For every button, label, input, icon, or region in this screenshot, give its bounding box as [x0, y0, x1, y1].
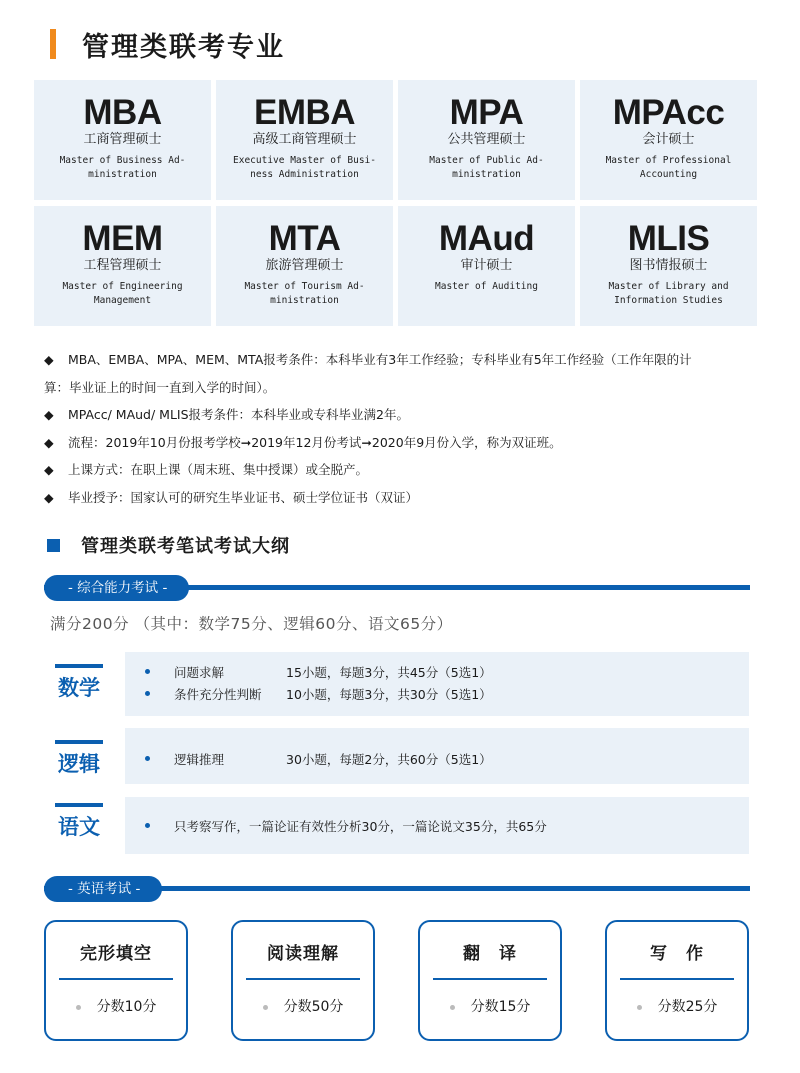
english-section-bar: [44, 876, 750, 902]
card-divider: [433, 978, 547, 980]
program-card-mpacc: [580, 80, 757, 200]
program-en-name: Master of Business Ad- ministration: [59, 155, 186, 180]
english-card-score: 分数25分: [607, 996, 747, 1016]
bullet-dot-icon: [76, 1005, 81, 1010]
label-top-line: [55, 664, 103, 668]
list-item: 问题求解 15小题，每题3分，共45分（5选1）: [145, 663, 492, 681]
english-card-cloze: [44, 920, 188, 1041]
program-code: MLIS: [627, 219, 710, 258]
english-card-title: 完形填空: [80, 944, 152, 964]
english-card-title: 写 作: [650, 944, 704, 964]
total-score-text: 满分200分 （其中：数学75分、逻辑60分、语文65分）: [50, 615, 453, 633]
english-card-title: 翻 译: [463, 944, 517, 964]
diamond-bullet-icon: ◆: [44, 462, 54, 477]
subject-chinese: [52, 797, 752, 854]
program-card-emba: [216, 80, 393, 200]
card-divider: [620, 978, 734, 980]
list-item: 逻辑推理 30小题，每题2分，共60分（5选1）: [145, 750, 492, 768]
bullet-dot-icon: [637, 1005, 642, 1010]
program-cn-name: 工商管理硕士: [83, 132, 162, 147]
program-cn-name: 公共管理硕士: [447, 132, 526, 147]
card-divider: [59, 978, 173, 980]
english-card-score: 分数15分: [420, 996, 560, 1016]
program-code: MPAcc: [612, 93, 725, 132]
bullet-dot-icon: [145, 756, 150, 761]
outline-title: 管理类联考笔试考试大纲: [81, 536, 290, 557]
program-code: MEM: [82, 219, 163, 258]
subject-logic: [52, 728, 752, 784]
program-en-name: Master of Library and Information Studies: [608, 281, 729, 306]
english-card-score: 分数10分: [46, 996, 186, 1016]
programs-grid: [34, 80, 758, 326]
program-en-name: Master of Public Ad- ministration: [429, 155, 544, 180]
note-item-continued: 算：毕业证上的时间一直到入学的时间）。: [44, 379, 276, 395]
program-code: MAud: [438, 219, 535, 258]
label-top-line: [55, 803, 103, 807]
program-en-name: Master of Engineering Management: [62, 281, 183, 306]
card-divider: [246, 978, 360, 980]
program-en-name: Master of Tourism Ad- ministration: [244, 281, 365, 306]
note-item: ◆ MBA、EMBA、MPA、MEM、MTA报考条件：本科毕业有3年工作经验；专科毕业有5年工作经验（工作年限的计: [44, 346, 759, 374]
program-cn-name: 图书情报硕士: [629, 258, 708, 273]
list-item: 条件充分性判断 10小题，每题3分，共30分（5选1）: [145, 685, 492, 703]
note-item: ◆ 上课方式：在职上课（周末班、集中授课）或全脱产。: [44, 456, 759, 484]
program-en-name: Executive Master of Busi- ness Administration: [233, 155, 376, 180]
english-card-reading: [231, 920, 375, 1041]
program-card-mta: [216, 206, 393, 326]
subject-detail-box: [125, 728, 749, 784]
diamond-bullet-icon: ◆: [44, 434, 54, 450]
bullet-dot-icon: [145, 691, 150, 696]
note-item: ◆ 毕业授予：国家认可的研究生毕业证书、硕士学位证书（双证）: [44, 484, 759, 512]
comprehensive-section-bar: [44, 575, 750, 601]
note-item: ◆ 流程：2019年10月份报考学校➞2019年12月份考试➞2020年9月份入学，称为双证班。: [44, 429, 759, 457]
subject-math: [52, 652, 752, 716]
english-card-writing: [605, 920, 749, 1041]
program-cn-name: 高级工商管理硕士: [252, 132, 357, 147]
subject-detail-box: [125, 797, 749, 854]
diamond-bullet-icon: ◆: [44, 407, 54, 422]
program-cn-name: 工程管理硕士: [83, 258, 162, 273]
program-en-name: Master of Auditing: [435, 281, 538, 292]
bullet-dot-icon: [450, 1005, 455, 1010]
subject-label-math: 数学: [55, 672, 103, 702]
header-accent-bar: [50, 29, 56, 59]
list-item: 只考察写作，一篇论证有效性分析30分，一篇论说文35分，共65分: [145, 817, 547, 835]
program-cn-name: 旅游管理硕士: [265, 258, 344, 273]
program-cn-name: 会计硕士: [642, 132, 695, 147]
diamond-bullet-icon: ◆: [44, 352, 54, 367]
subject-label-logic: 逻辑: [55, 748, 103, 778]
program-en-name: Master of Professional Accounting: [605, 155, 732, 180]
program-card-mba: [34, 80, 211, 200]
program-card-mlis: [580, 206, 757, 326]
program-code: MPA: [449, 93, 524, 132]
program-cn-name: 审计硕士: [460, 258, 513, 273]
english-card-translation: [418, 920, 562, 1041]
bullet-dot-icon: [145, 823, 150, 828]
program-code: MBA: [83, 93, 162, 132]
subject-label-chinese: 语文: [55, 811, 103, 841]
english-pill-label: - 英语考试 -: [44, 876, 162, 902]
subject-detail-box: [125, 652, 749, 716]
program-code: MTA: [268, 219, 341, 258]
diamond-bullet-icon: ◆: [44, 489, 54, 505]
label-top-line: [55, 740, 103, 744]
program-card-maud: [398, 206, 575, 326]
square-bullet-icon: [47, 539, 60, 552]
english-card-title: 阅读理解: [267, 944, 339, 964]
bullet-dot-icon: [263, 1005, 268, 1010]
section-header: [50, 24, 285, 64]
outline-header: [47, 532, 290, 558]
bullet-dot-icon: [145, 669, 150, 674]
page-title: 管理类联考专业: [82, 31, 285, 63]
program-card-mem: [34, 206, 211, 326]
note-item: ◆ MPAcc/ MAud/ MLIS报考条件：本科毕业或专科毕业满2年。: [44, 401, 759, 429]
english-card-score: 分数50分: [233, 996, 373, 1016]
program-card-mpa: [398, 80, 575, 200]
requirements-notes: [44, 346, 759, 511]
program-code: EMBA: [253, 93, 356, 132]
comprehensive-pill-label: - 综合能力考试 -: [44, 575, 189, 601]
